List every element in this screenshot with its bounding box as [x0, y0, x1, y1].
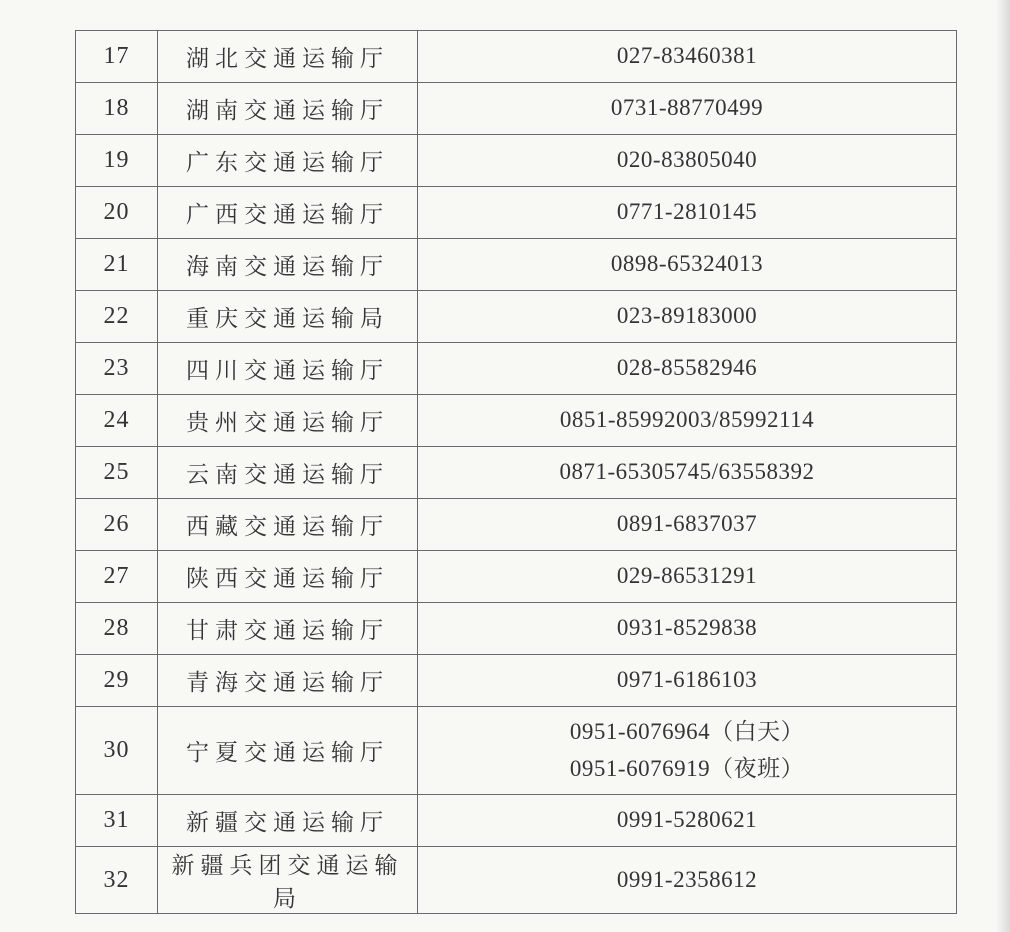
phone-number: 0931-8529838	[616, 615, 758, 641]
department-name: 宁夏交通运输厅	[158, 707, 418, 795]
scan-edge-shadow	[996, 0, 1010, 932]
phone-cell	[418, 31, 957, 83]
phone-number: 0898-65324013	[610, 251, 764, 277]
row-number: 22	[76, 291, 158, 343]
phone-cell	[418, 343, 957, 395]
phone-cell	[418, 707, 957, 795]
phone-number: 0871-65305745/63558392	[559, 459, 815, 485]
phone-cell	[418, 447, 957, 499]
phone-number: 023-89183000	[616, 303, 758, 329]
department-name: 四川交通运输厅	[158, 343, 418, 395]
contact-table	[75, 30, 957, 914]
department-name: 广东交通运输厅	[158, 135, 418, 187]
phone-number: 029-86531291	[616, 563, 758, 589]
phone-number: 0991-5280621	[616, 807, 758, 833]
row-number: 29	[76, 655, 158, 707]
department-name: 新疆交通运输厅	[158, 795, 418, 847]
row-number: 17	[76, 31, 158, 83]
department-name: 新疆兵团交通运输局	[158, 847, 418, 914]
row-number: 28	[76, 603, 158, 655]
phone-cell	[418, 395, 957, 447]
department-name: 湖北交通运输厅	[158, 31, 418, 83]
row-number: 21	[76, 239, 158, 291]
phone-cell	[418, 239, 957, 291]
department-name: 陕西交通运输厅	[158, 551, 418, 603]
phone-number: 0771-2810145	[616, 199, 758, 225]
department-name: 甘肃交通运输厅	[158, 603, 418, 655]
phone-number: 0951-6076964（白天）	[569, 718, 805, 744]
table-row	[76, 187, 957, 239]
table-row	[76, 135, 957, 187]
table-row	[76, 707, 957, 795]
phone-number: 0971-6186103	[616, 667, 758, 693]
row-number: 25	[76, 447, 158, 499]
phone-cell	[418, 551, 957, 603]
department-name: 云南交通运输厅	[158, 447, 418, 499]
row-number: 24	[76, 395, 158, 447]
phone-number: 020-83805040	[616, 147, 758, 173]
department-name: 西藏交通运输厅	[158, 499, 418, 551]
table-row	[76, 795, 957, 847]
department-name: 广西交通运输厅	[158, 187, 418, 239]
row-number: 18	[76, 83, 158, 135]
phone-number: 0991-2358612	[616, 866, 758, 892]
department-name: 湖南交通运输厅	[158, 83, 418, 135]
phone-number: 0951-6076919（夜班）	[569, 755, 805, 781]
phone-cell	[418, 847, 957, 914]
table-row	[76, 291, 957, 343]
phone-cell	[418, 83, 957, 135]
phone-cell	[418, 135, 957, 187]
table-row	[76, 551, 957, 603]
department-name: 贵州交通运输厅	[158, 395, 418, 447]
table-row	[76, 603, 957, 655]
table-row	[76, 395, 957, 447]
row-number: 19	[76, 135, 158, 187]
phone-number: 027-83460381	[616, 43, 758, 69]
table-row	[76, 447, 957, 499]
department-name: 海南交通运输厅	[158, 239, 418, 291]
department-name: 重庆交通运输局	[158, 291, 418, 343]
phone-cell	[418, 603, 957, 655]
row-number: 23	[76, 343, 158, 395]
phone-cell	[418, 187, 957, 239]
phone-number: 028-85582946	[616, 355, 758, 381]
table-row	[76, 239, 957, 291]
row-number: 27	[76, 551, 158, 603]
table-row	[76, 655, 957, 707]
row-number: 31	[76, 795, 158, 847]
phone-cell	[418, 655, 957, 707]
table-row	[76, 31, 957, 83]
phone-cell	[418, 291, 957, 343]
table-row	[76, 847, 957, 914]
row-number: 30	[76, 707, 158, 795]
row-number: 26	[76, 499, 158, 551]
row-number: 32	[76, 847, 158, 914]
table-row	[76, 499, 957, 551]
row-number: 20	[76, 187, 158, 239]
phone-cell	[418, 795, 957, 847]
phone-cell	[418, 499, 957, 551]
department-name: 青海交通运输厅	[158, 655, 418, 707]
table-row	[76, 83, 957, 135]
phone-number: 0891-6837037	[616, 511, 758, 537]
phone-number: 0731-88770499	[610, 95, 764, 121]
phone-number: 0851-85992003/85992114	[559, 407, 815, 433]
table-row	[76, 343, 957, 395]
